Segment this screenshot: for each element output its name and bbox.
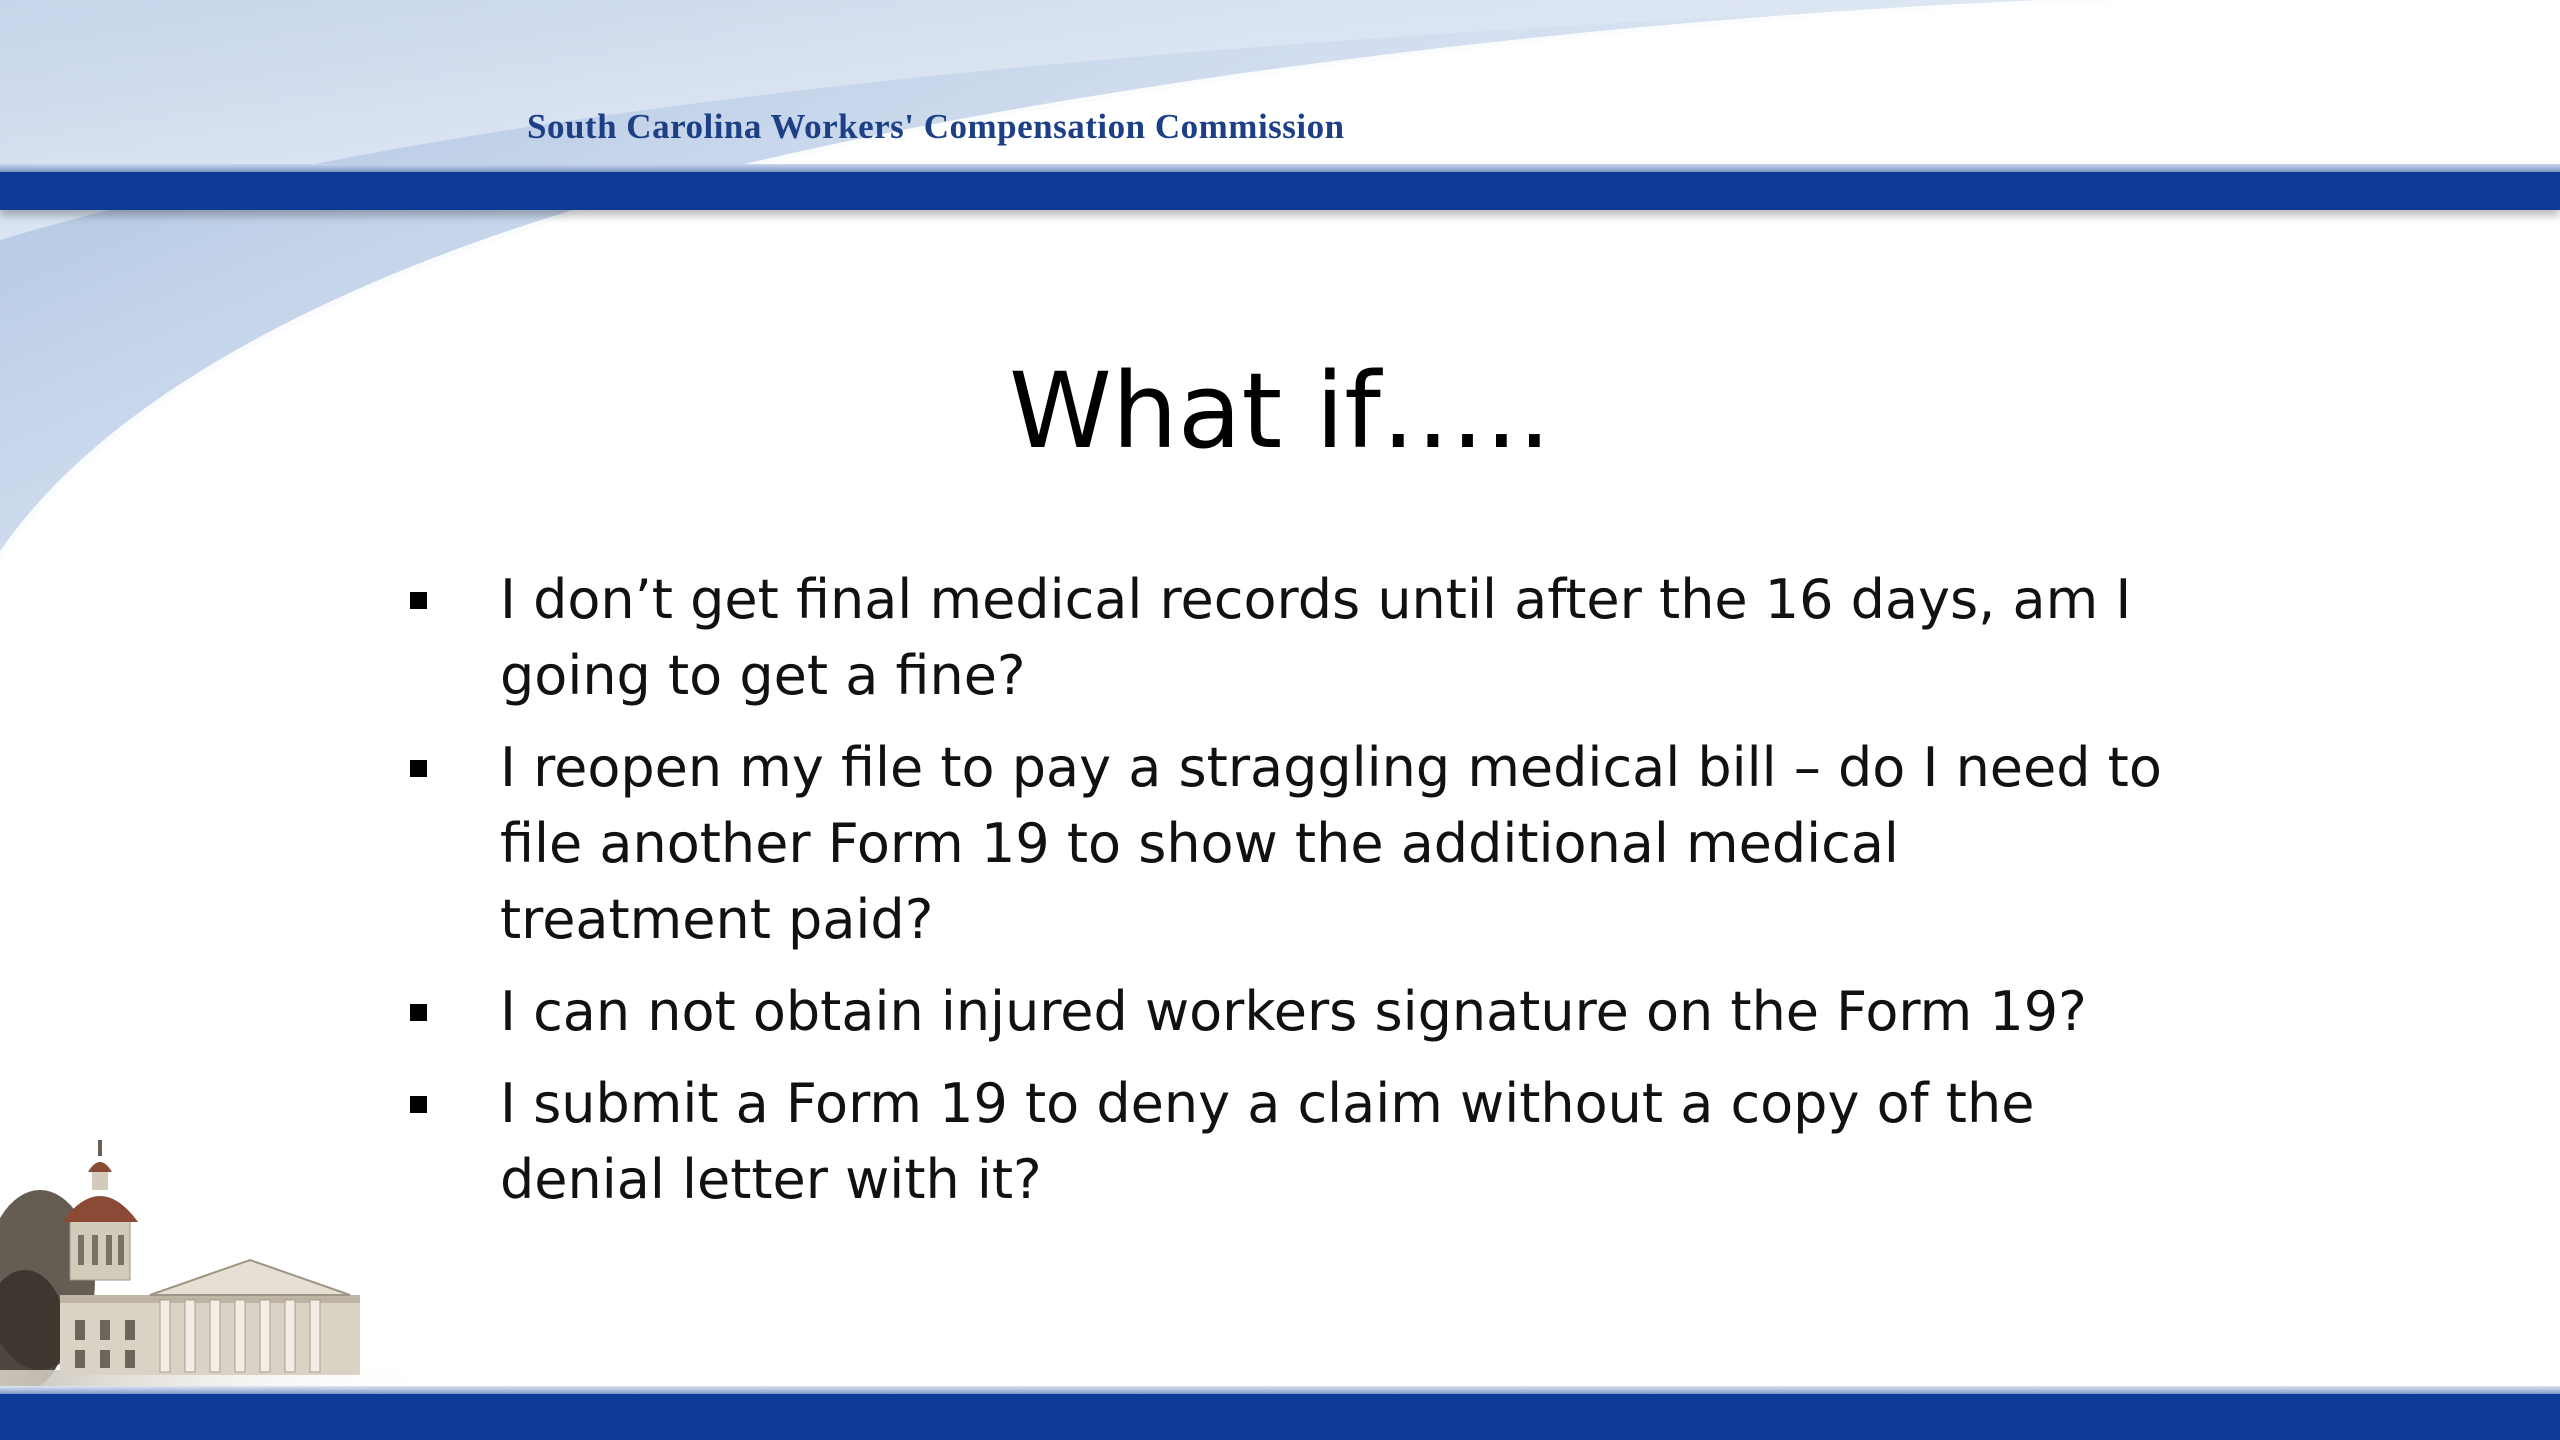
bullet-text: I can not obtain injured workers signature on the Form 19? (500, 980, 2087, 1043)
square-bullet-icon (410, 760, 427, 777)
header-bar (0, 172, 2560, 210)
header-bar-highlight (0, 164, 2560, 172)
square-bullet-icon (410, 592, 427, 609)
bullet-text: I reopen my file to pay a straggling medical bill – do I need to file another Form 19 to show the additional medical treatment paid? (500, 736, 2162, 951)
bullet-text: I submit a Form 19 to deny a claim without a copy of the denial letter with it? (500, 1072, 2035, 1211)
bullet-list (400, 562, 2180, 1234)
bullet-item (400, 1066, 2180, 1218)
bullet-item (400, 730, 2180, 958)
bullet-item (400, 562, 2180, 714)
footer-bar-highlight (0, 1386, 2560, 1394)
bullet-item (400, 974, 2180, 1050)
square-bullet-icon (410, 1096, 427, 1113)
organization-name: South Carolina Workers' Compensation Commission (527, 107, 1345, 146)
state-house-illustration (0, 1130, 440, 1396)
slide-title: What if….. (1009, 350, 1551, 472)
square-bullet-icon (410, 1004, 427, 1021)
bullet-text: I don’t get final medical records until after the 16 days, am I going to get a fine? (500, 568, 2132, 707)
footer-bar (0, 1394, 2560, 1440)
